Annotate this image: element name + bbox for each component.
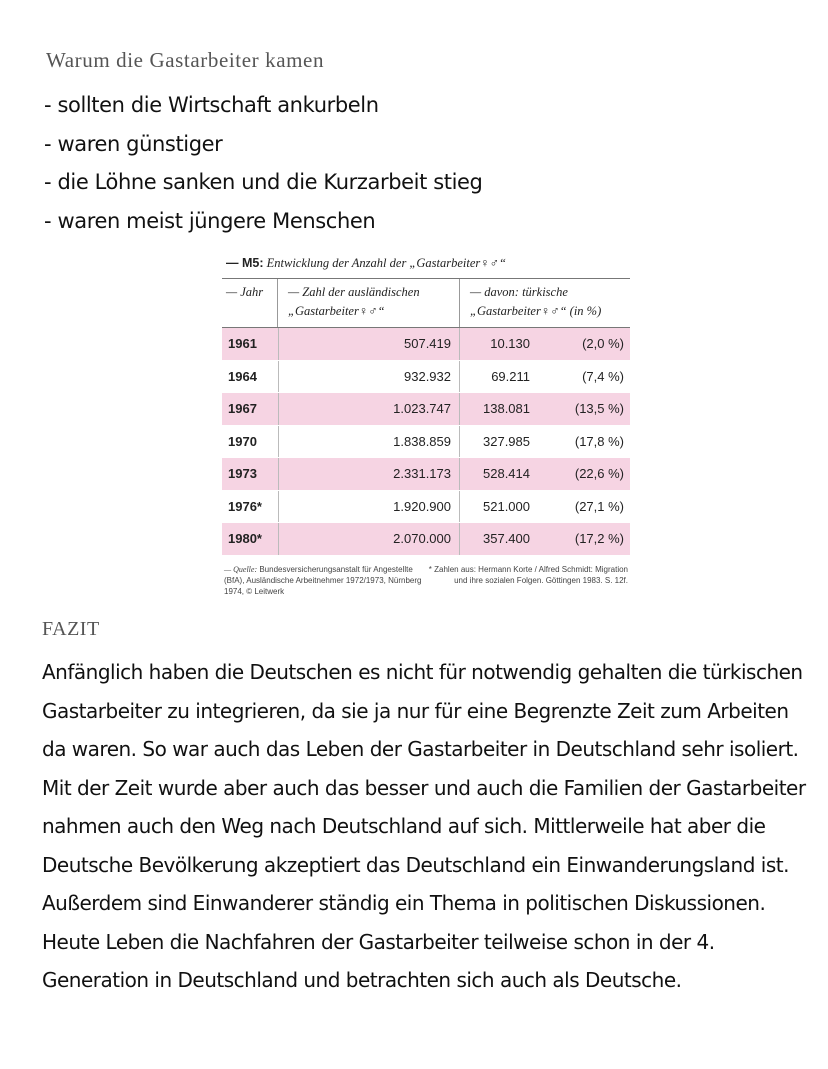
cell-turkish: 327.985: [483, 433, 530, 449]
table-row: [222, 328, 630, 361]
cell-year: 1970: [228, 433, 257, 449]
fazit-heading: FAZIT: [42, 618, 100, 640]
cell-year: 1961: [228, 336, 257, 352]
cell-percent: (17,8 %): [574, 433, 624, 449]
m5-note: * Zahlen aus: Hermann Korte / Alfred Schmidt: Migration und ihre sozialen Folgen. Göttingen 1983. S. 12f.: [428, 564, 628, 585]
cell-turkish: 138.081: [483, 401, 530, 417]
cell-year: 1976*: [228, 498, 262, 514]
cell-percent: (2,0 %): [582, 336, 624, 352]
cell-year: 1980*: [228, 531, 262, 547]
reasons-list: [44, 86, 482, 240]
cell-percent: (7,4 %): [582, 368, 624, 384]
cell-total: 2.331.173: [278, 458, 460, 490]
cell-total: 1.920.900: [278, 491, 460, 523]
col-header-total-line1: — Zahl der ausländischen: [288, 285, 420, 299]
cell-percent: (27,1 %): [574, 498, 624, 514]
list-item: - waren meist jüngere Menschen: [44, 208, 376, 233]
cell-total: 507.419: [278, 328, 460, 360]
col-header-turkish-line2: „Gastarbeiter♀♂“ (in %): [470, 304, 602, 318]
col-header-turkish-line1: — davon: türkische: [470, 285, 568, 299]
fazit-line: Gastarbeiter zu integrieren, da sie ja nur für eine Begrenzte Zeit zum Arbeiten: [42, 698, 789, 723]
cell-turkish: 528.414: [483, 466, 530, 482]
m5-title: [222, 250, 630, 279]
table-row: [222, 393, 630, 426]
m5-label: — M5:: [226, 256, 264, 270]
list-item: - waren günstiger: [44, 131, 223, 156]
fazit-line: Mit der Zeit wurde aber auch das besser und auch die Familien der Gastarbeiter: [42, 775, 806, 800]
cell-year: 1973: [228, 466, 257, 482]
fazit-line: da waren. So war auch das Leben der Gastarbeiter in Deutschland sehr isoliert.: [42, 737, 799, 761]
m5-footnotes: [222, 564, 630, 597]
fazit-line: nahmen auch den Weg nach Deutschland auf sich. Mittlerweile hat aber die: [42, 814, 766, 838]
cell-total: 932.932: [278, 361, 460, 393]
table-row: [222, 458, 630, 491]
table-row: [222, 426, 630, 459]
fazit-paragraph: [42, 653, 812, 1000]
cell-total: 2.070.000: [278, 523, 460, 555]
list-item: - sollten die Wirtschaft ankurbeln: [44, 93, 379, 117]
cell-percent: (22,6 %): [574, 466, 624, 482]
list-item: - die Löhne sanken und die Kurzarbeit stieg: [44, 170, 483, 194]
fazit-line: Heute Leben die Nachfahren der Gastarbeiter teilweise schon in der 4.: [42, 929, 715, 954]
cell-turkish: 69.211: [491, 368, 530, 384]
cell-percent: (13,5 %): [574, 401, 624, 417]
fazit-line: Außerdem sind Einwanderer ständig ein Thema in politischen Diskussionen.: [42, 891, 766, 915]
cell-percent: (17,2 %): [574, 531, 624, 547]
cell-total: 1.023.747: [278, 393, 460, 425]
fazit-line: Anfänglich haben die Deutschen es nicht für notwendig gehalten die türkischen: [42, 660, 803, 684]
col-header-total-line2: „Gastarbeiter♀♂“: [288, 304, 385, 318]
m5-source-text: Bundesversicherungsanstalt für Angestellte (BfA), Ausländische Arbeitnehmer 1972/1973, Nürnberg 1974, © Leitwerk: [224, 564, 422, 596]
fazit-line: Generation in Deutschland und betrachten sich auch als Deutsche.: [42, 968, 682, 992]
cell-year: 1964: [228, 368, 257, 384]
cell-turkish: 357.400: [483, 531, 530, 547]
col-header-turkish: [460, 279, 630, 327]
cell-total: 1.838.859: [278, 426, 460, 458]
cell-turkish: 521.000: [483, 498, 530, 514]
col-header-total: [278, 279, 460, 327]
m5-header-row: [222, 279, 630, 328]
fazit-line: Deutsche Bevölkerung akzeptiert das Deutschland ein Einwanderungsland ist.: [42, 852, 789, 877]
m5-title-text: Entwicklung der Anzahl der „Gastarbeiter♀♂“: [266, 256, 506, 270]
table-row: [222, 523, 630, 556]
page-heading: Warum die Gastarbeiter kamen: [46, 48, 325, 72]
m5-source-label: — Quelle:: [224, 564, 258, 574]
table-row: [222, 491, 630, 524]
cell-turkish: 10.130: [490, 336, 530, 352]
table-row: [222, 361, 630, 394]
cell-year: 1967: [228, 401, 257, 417]
m5-table: [222, 250, 630, 597]
col-header-year: — Jahr: [222, 279, 278, 327]
m5-source: [224, 564, 424, 597]
